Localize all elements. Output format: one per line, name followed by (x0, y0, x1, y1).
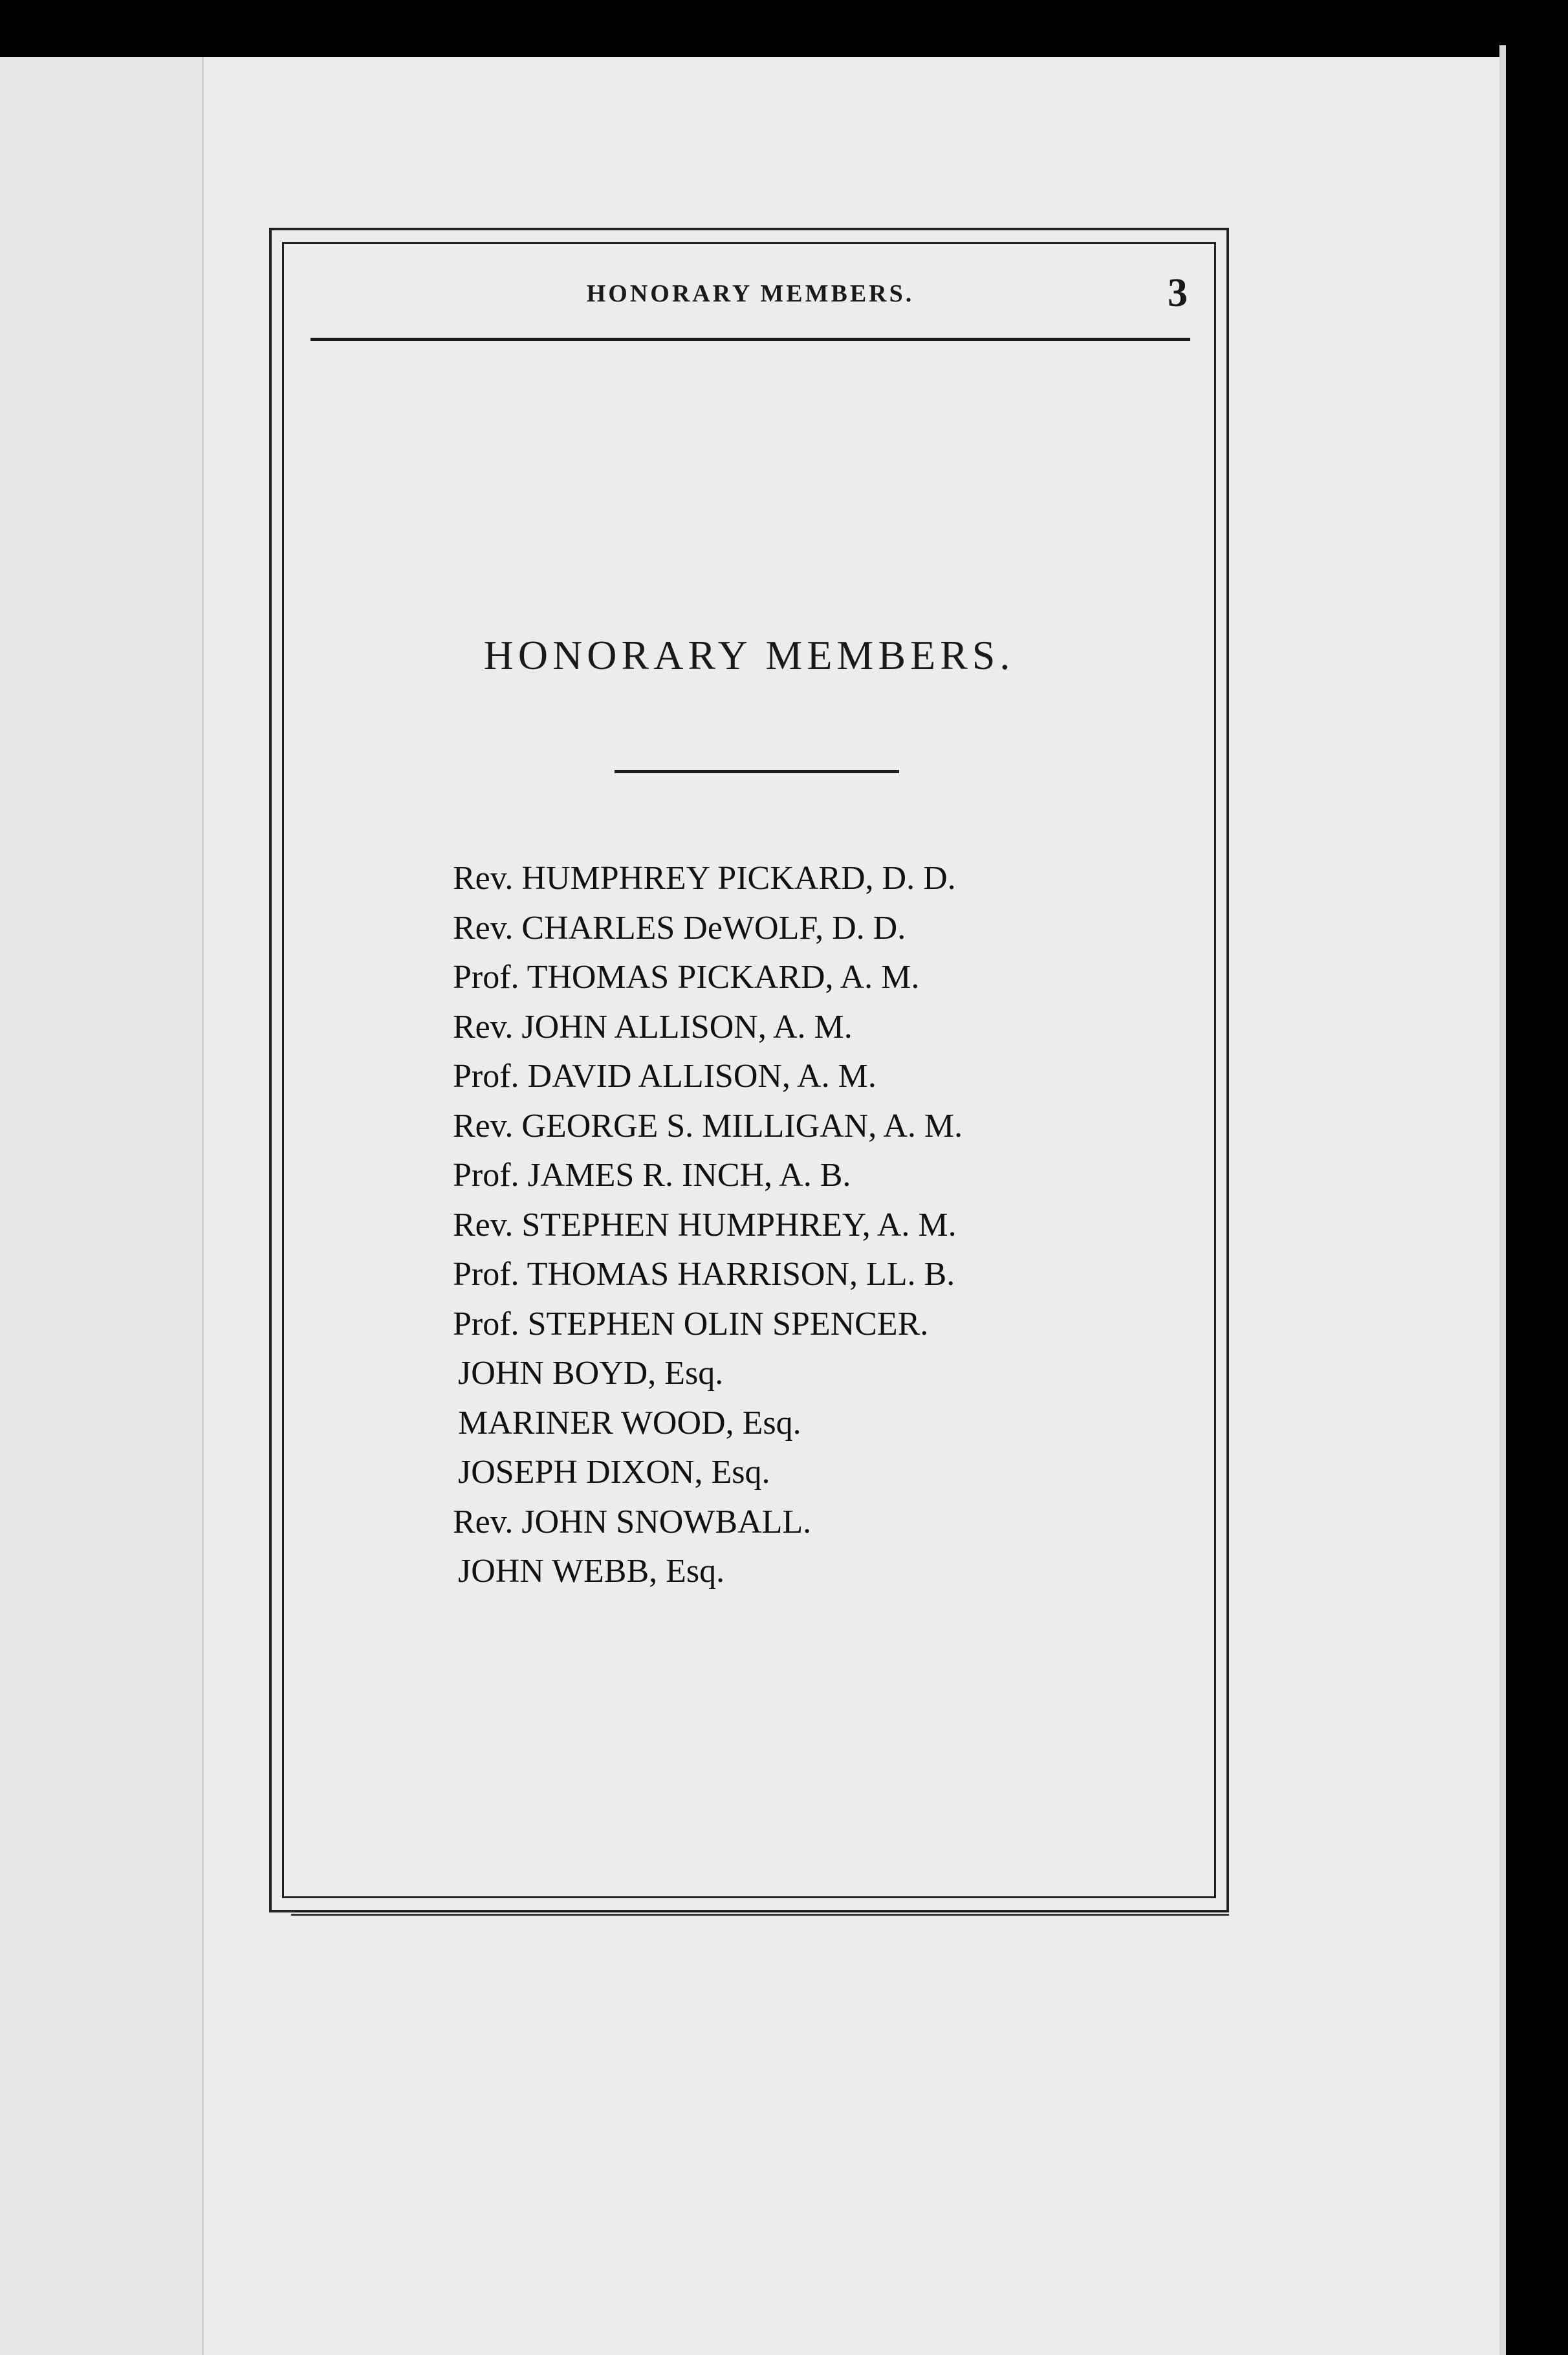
member-entry: Prof. DAVID ALLISON, A. M. (453, 1058, 877, 1095)
member-entry: Rev. GEORGE S. MILLIGAN, A. M. (453, 1107, 963, 1145)
member-entry: Rev. STEPHEN HUMPHREY, A. M. (453, 1206, 957, 1243)
member-entry: JOHN BOYD, Esq. (458, 1355, 724, 1392)
member-entry: Prof. THOMAS HARRISON, LL. B. (453, 1256, 955, 1293)
member-entry: JOHN WEBB, Esq. (458, 1553, 725, 1590)
page-border-bottom-rule (291, 1914, 1229, 1916)
title-rule (615, 770, 899, 773)
page-number: 3 (1168, 271, 1188, 315)
facing-page-edge (0, 57, 204, 2355)
member-entry: Rev. JOHN ALLISON, A. M. (453, 1008, 853, 1046)
member-entry: Prof. JAMES R. INCH, A. B. (453, 1157, 851, 1194)
member-entry: Prof. STEPHEN OLIN SPENCER. (453, 1305, 929, 1342)
running-head-title: HONORARY MEMBERS. (586, 280, 915, 307)
section-title: HONORARY MEMBERS. (483, 632, 1015, 678)
member-entry: JOSEPH DIXON, Esq. (458, 1454, 770, 1491)
running-head-rule (310, 338, 1190, 341)
member-entry: MARINER WOOD, Esq. (458, 1404, 801, 1441)
member-entry: Rev. JOHN SNOWBALL. (453, 1503, 812, 1540)
member-entry: Prof. THOMAS PICKARD, A. M. (453, 959, 920, 996)
member-entry: Rev. HUMPHREY PICKARD, D. D. (453, 860, 956, 897)
running-head (310, 270, 1190, 316)
page-edge-shadow (1499, 45, 1568, 2355)
honorary-members-list (453, 854, 1164, 1597)
member-entry: Rev. CHARLES DeWOLF, D. D. (453, 909, 906, 947)
